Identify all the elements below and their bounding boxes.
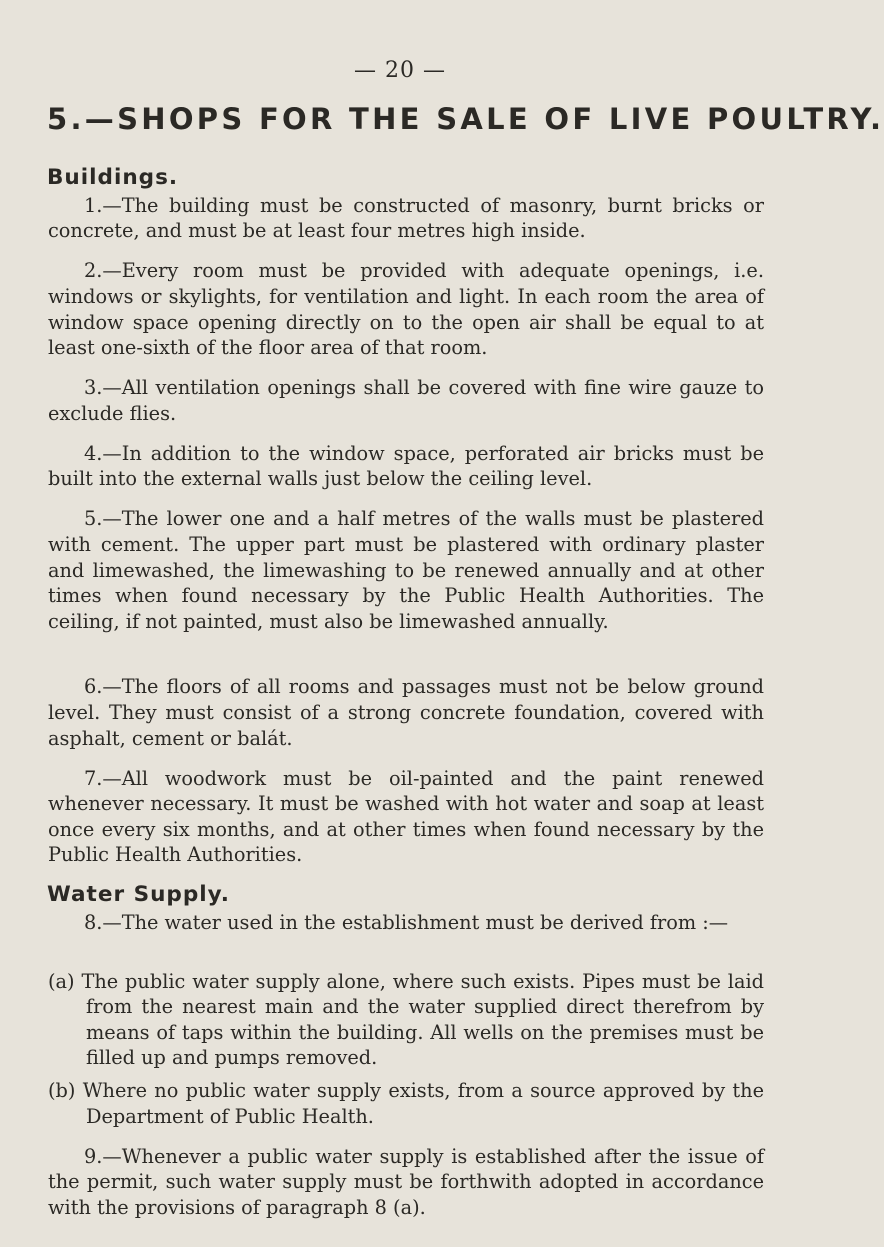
page-number: — 20 — [354,58,446,83]
section-heading-water-supply: Water Supply. [47,882,230,908]
page-title: 5.—SHOPS FOR THE SALE OF LIVE POULTRY. [47,102,884,136]
paragraph-8-text: 8.—The water used in the establishment must be derived from :— [84,911,729,935]
paragraph-8a: (a) The public water supply alone, where such exists. Pipes must be laid from the nearest main and the water supplied direct therefrom by means of taps within the building. All wells on the premises must be filled up and pumps removed. [48,969,764,1070]
paragraph-7 [48,766,764,868]
paragraph-6 [48,674,764,751]
paragraph-3 [48,375,764,426]
paragraph-4 [48,441,764,492]
paragraph-3-text: 3.—All ventilation openings shall be covered with fine wire gauze to exclude flies. [48,376,764,425]
paragraph-5-text: 5.—The lower one and a half metres of the walls must be plastered with cement. The upper part must be plastered with ordinary plaster and limewashed, the limewashing to be renewed annually and at other times when found necessary by the Public Health Authorities. The ceiling, if not painted, must also be limewashed annually. [48,507,764,633]
paragraph-4-text: 4.—In addition to the window space, perforated air bricks must be built into the external walls just below the ceiling level. [48,441,764,491]
paragraph-2 [48,258,764,360]
paragraph-7-text: 7.—All woodwork must be oil-painted and the paint renewed whenever necessary. It must be washed with hot water and soap at least once every six months, and at other times when found necessary by the Public Health Authorities. [48,766,764,867]
paragraph-1-text: 1.—The building must be constructed of masonry, burnt bricks or concrete, and must be at least four metres high inside. [48,193,764,243]
paragraph-9 [48,1144,764,1221]
paragraph-9-text: 9.—Whenever a public water supply is established after the issue of the permit, such water supply must be forthwith adopted in accordance with the provisions of paragraph 8 (a). [48,1144,764,1220]
paragraph-5 [48,506,764,634]
paragraph-6-text: 6.—The floors of all rooms and passages must not be below ground level. They must consist of a strong concrete foundation, covered with asphalt, cement or balát. [48,675,764,750]
paragraph-8b: (b) Where no public water supply exists, from a source approved by the Department of Public Health. [48,1079,764,1128]
paragraph-1 [48,193,764,244]
section-heading-buildings: Buildings. [47,165,179,190]
paragraph-8 [48,910,764,936]
paragraph-2-text: 2.—Every room must be provided with adequate openings, i.e. windows or skylights, for ventilation and light. In each room the area of window space opening directly on to the open air shall be equal to at least one-sixth of the floor area of that room. [48,259,764,360]
